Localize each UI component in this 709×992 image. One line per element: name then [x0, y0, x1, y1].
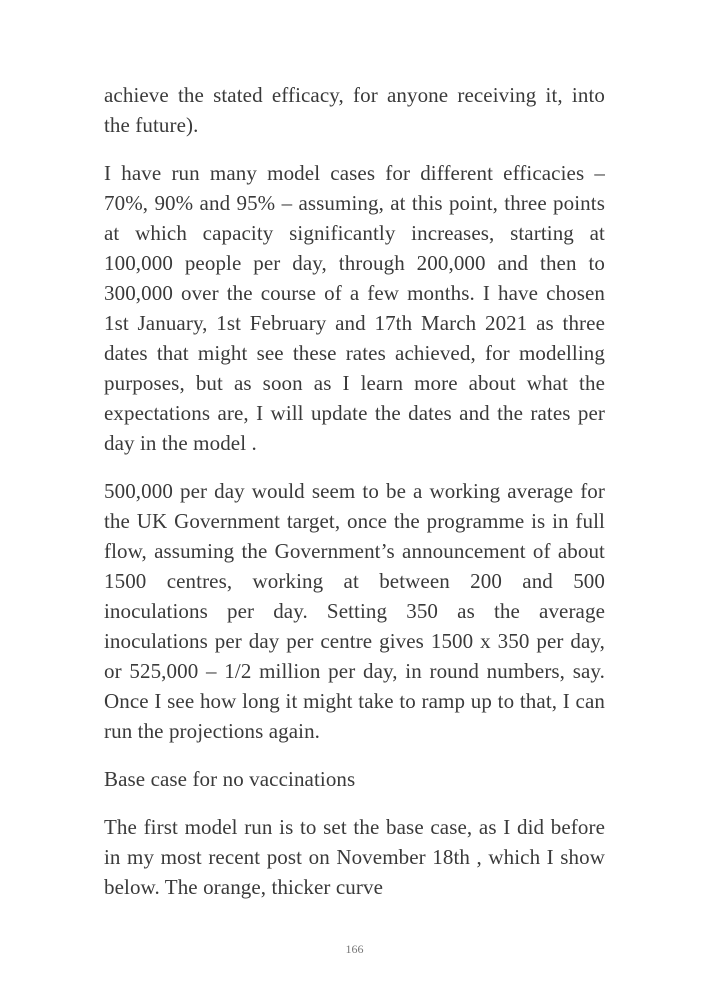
paragraph: 500,000 per day would seem to be a working average for the UK Government target, once the programme is in full flow, assuming the Government’s announcement of about 1500 centres, working at between 200 and 500 inoculations per day. Setting 350 as the average inoculations per day per centre gives 1500 x 350 per day, or 525,000 – 1/2 million per day, in round numbers, say. Once I see how long it might take to ramp up to that, I can run the projections again. — [104, 479, 605, 743]
paragraph: I have run many model cases for different efficacies – 70%, 90% and 95% – assuming, at this point, three points at which capacity significantly increases, starting at 100,000 people per day, through 200,000 and then to 300,000 over the course of a few months. I have chosen 1st January, 1st February and 17th March 2021 as three dates that might see these rates achieved, for modelling purposes, but as soon as I learn more about what the expectations are, I will update the dates and the rates per day in the model . — [104, 161, 605, 455]
page-number: 166 — [345, 942, 364, 956]
paragraph: achieve the stated efficacy, for anyone receiving it, into the future). — [104, 83, 605, 137]
paragraph: The first model run is to set the base case, as I did before in my most recent post on November 18th , which I show below. The orange, thicker curve — [104, 815, 605, 899]
section-heading: Base case for no vaccinations — [104, 767, 356, 791]
text-column — [104, 80, 605, 920]
